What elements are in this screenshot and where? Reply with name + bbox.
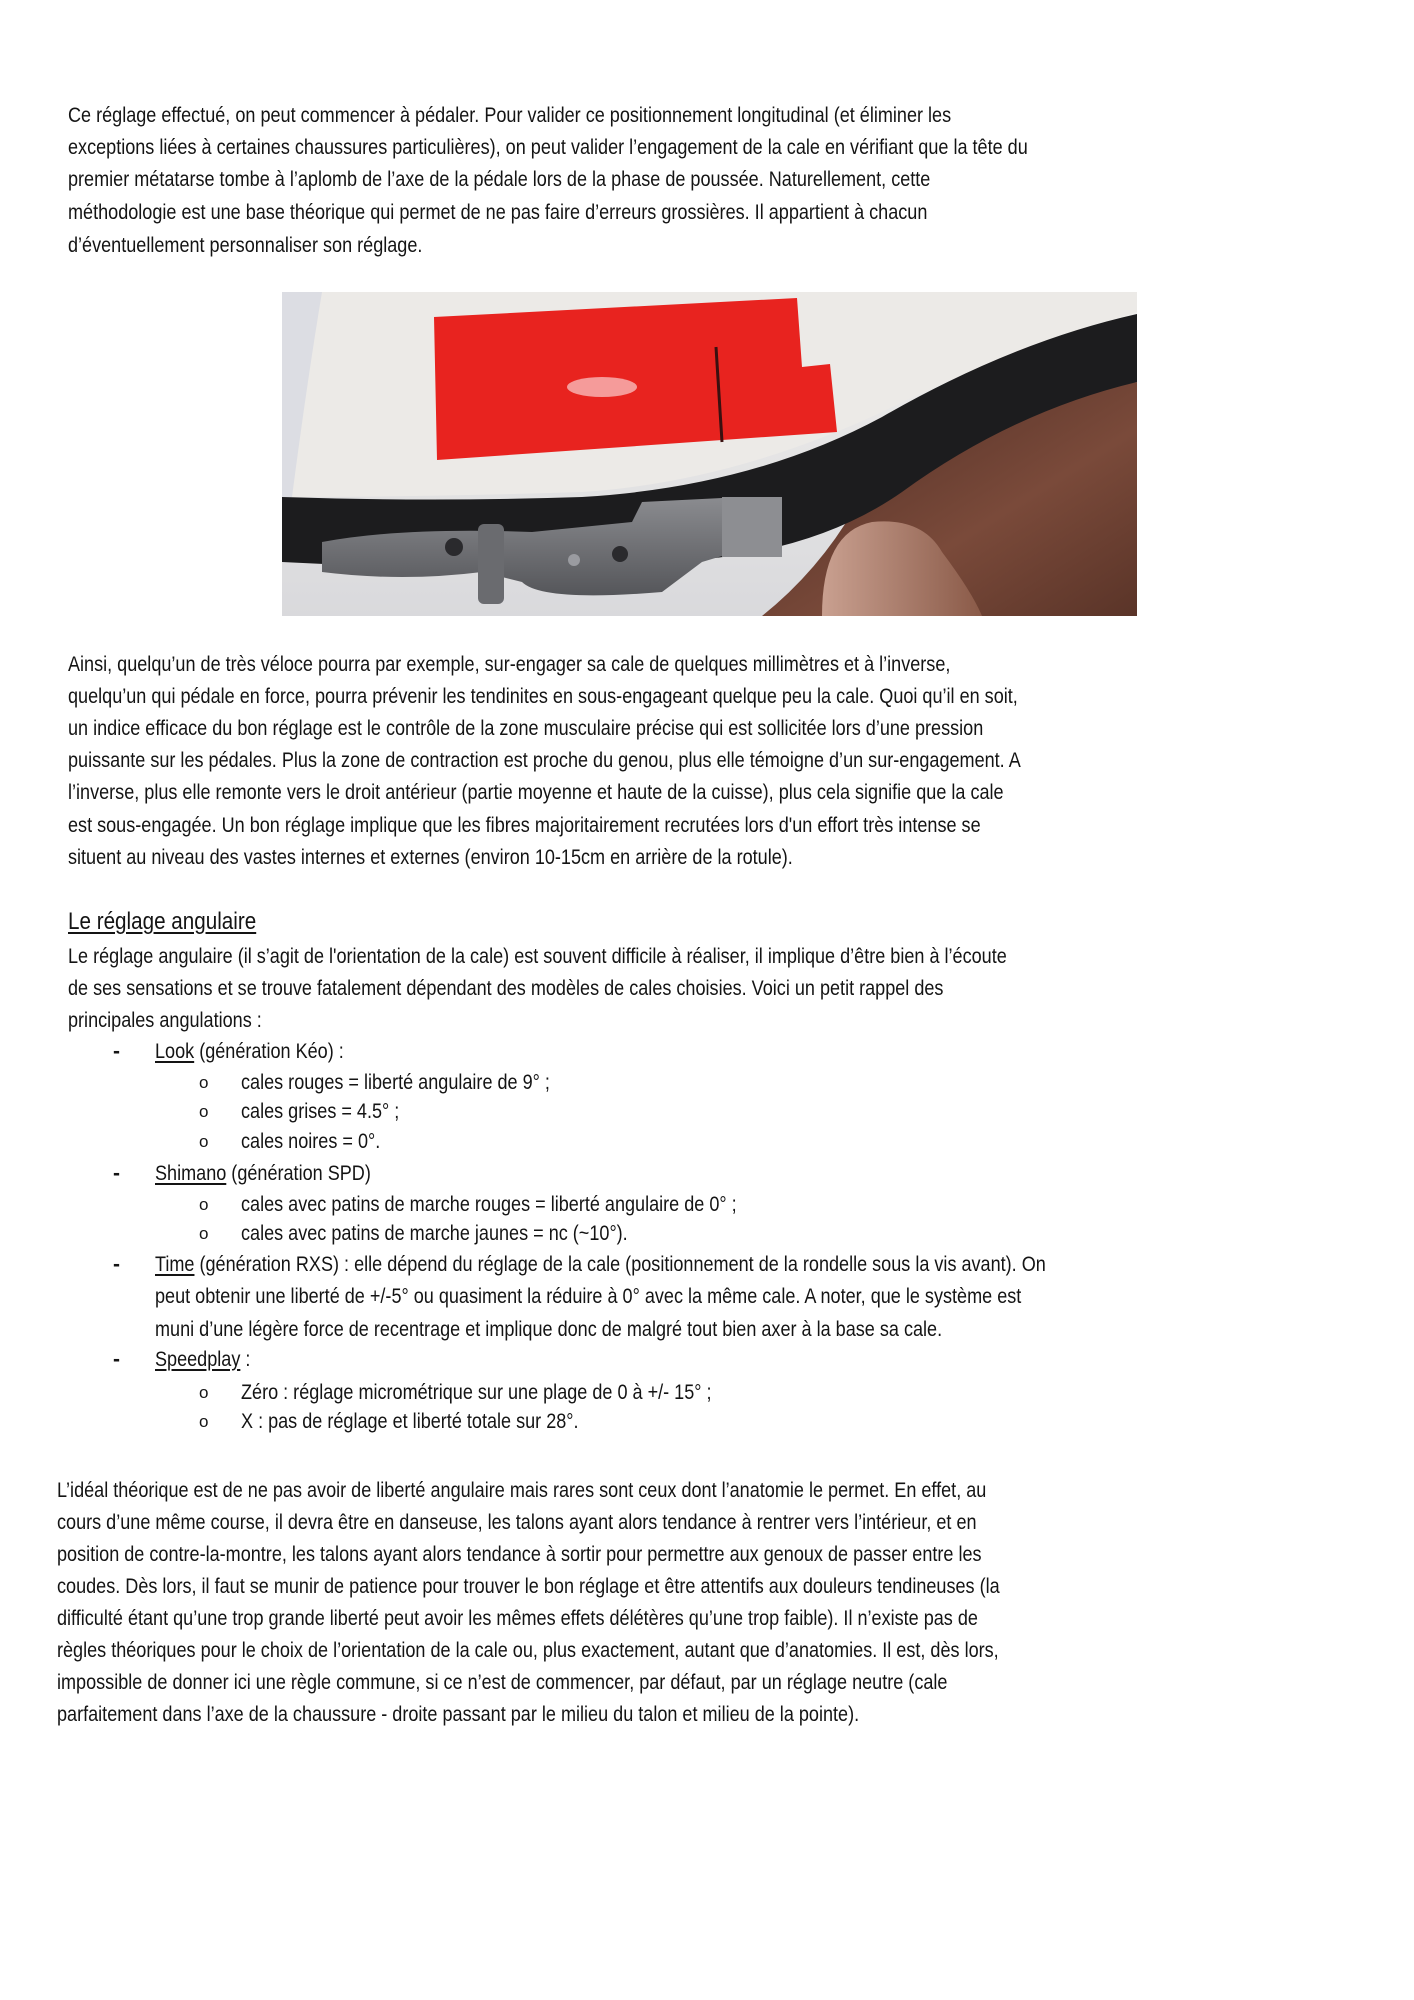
- brand-detail: :: [240, 1348, 251, 1371]
- list-item-text: [155, 1347, 250, 1373]
- text-line: de ses sensations et se trouve fatalement dépendant des modèles de cales choisies. Voici un petit rappel des: [68, 977, 944, 1000]
- text-line: parfaitement dans l’axe de la chaussure - droite passant par le milieu du talon et milieu de la pointe).: [57, 1703, 860, 1726]
- text-line: premier métatarse tombe à l’aplomb de l’axe de la pédale lors de la phase de poussée. Naturellement, cette: [68, 168, 931, 191]
- sub-item: Zéro : réglage micrométrique sur une plage de 0 à +/- 15° ;: [241, 1381, 712, 1404]
- brand-detail: (génération RXS) : elle dépend du réglage de la cale (positionnement de la rondelle sous la vis avant). On: [194, 1253, 1046, 1276]
- circle-bullet-icon: o: [199, 1195, 209, 1214]
- dash-bullet-icon: -: [113, 1253, 120, 1276]
- sub-item: cales grises = 4.5° ;: [241, 1100, 400, 1123]
- circle-bullet-icon: o: [199, 1102, 209, 1121]
- text-line: un indice efficace du bon réglage est le contrôle de la zone musculaire précise qui est sollicitée lors d’une pression: [68, 717, 984, 740]
- sub-item: X : pas de réglage et liberté totale sur 28°.: [241, 1410, 579, 1433]
- list-item-text: [155, 1039, 344, 1065]
- text-line: quelqu’un qui pédale en force, pourra prévenir les tendinites en sous-engageant quelque peu la cale. Quoi qu’il en soit,: [68, 685, 1018, 708]
- text-line: situent au niveau des vastes internes et externes (environ 10-15cm en arrière de la rotule).: [68, 846, 793, 869]
- list-item-text: peut obtenir une liberté de +/-5° ou quasiment la réduire à 0° avec la même cale. A noter, que le système est: [155, 1285, 1022, 1308]
- text-line: exceptions liées à certaines chaussures particulières), on peut valider l’engagement de la cale en vérifiant que la tête du: [68, 136, 1028, 159]
- brand-detail: (génération SPD): [226, 1162, 371, 1185]
- text-line: méthodologie est une base théorique qui permet de ne pas faire d’erreurs grossières. Il appartient à chacun: [68, 201, 928, 224]
- circle-bullet-icon: o: [199, 1383, 209, 1402]
- text-line: impossible de donner ici une règle commune, si ce n’est de commencer, par défaut, par un réglage neutre (cale: [57, 1671, 948, 1694]
- sub-item: cales avec patins de marche rouges = liberté angulaire de 0° ;: [241, 1193, 737, 1216]
- text-line: est sous-engagée. Un bon réglage implique que les fibres majoritairement recrutées lors d'un effort très intense se: [68, 814, 981, 837]
- circle-bullet-icon: o: [199, 1224, 209, 1243]
- list-item-text: [155, 1252, 1046, 1278]
- text-line: l’inverse, plus elle remonte vers le droit antérieur (partie moyenne et haute de la cuisse), plus cela signifie que la cale: [68, 781, 1004, 804]
- brand-name: Look: [155, 1040, 195, 1063]
- text-line: puissante sur les pédales. Plus la zone de contraction est proche du genou, plus elle témoigne d’un sur-engagement. A: [68, 749, 1021, 772]
- cleat-photo: [282, 292, 1137, 616]
- sub-item: cales noires = 0°.: [241, 1130, 381, 1153]
- text-line: d’éventuellement personnaliser son réglage.: [68, 234, 423, 257]
- brand-name: Shimano: [155, 1162, 227, 1185]
- list-item-text: muni d’une légère force de recentrage et implique donc de malgré tout bien axer à la base sa cale.: [155, 1318, 943, 1341]
- text-line: règles théoriques pour le choix de l’orientation de la cale ou, plus exactement, autant que d’anatomies. Il est, dès lors,: [57, 1639, 999, 1662]
- section-heading: Le réglage angulaire: [68, 908, 257, 935]
- dash-bullet-icon: -: [113, 1348, 120, 1371]
- text-line: Ainsi, quelqu’un de très véloce pourra par exemple, sur-engager sa cale de quelques millimètres et à l’inverse,: [68, 653, 951, 676]
- text-line: coudes. Dès lors, il faut se munir de patience pour trouver le bon réglage et être attentifs aux douleurs tendineuses (la: [57, 1575, 1000, 1598]
- circle-bullet-icon: o: [199, 1412, 209, 1431]
- text-line: difficulté étant qu’une trop grande liberté peut avoir les mêmes effets délétères qu’une trop faible). Il n’existe pas de: [57, 1607, 978, 1630]
- text-line: L’idéal théorique est de ne pas avoir de liberté angulaire mais rares sont ceux dont l’anatomie le permet. En effet, au: [57, 1479, 987, 1502]
- text-line: principales angulations :: [68, 1009, 262, 1032]
- text-line: Ce réglage effectué, on peut commencer à pédaler. Pour valider ce positionnement longitudinal (et éliminer les: [68, 104, 952, 127]
- circle-bullet-icon: o: [199, 1132, 209, 1151]
- brand-detail: (génération Kéo) :: [194, 1040, 344, 1063]
- sub-item: cales avec patins de marche jaunes = nc (~10°).: [241, 1222, 628, 1245]
- circle-bullet-icon: o: [199, 1073, 209, 1092]
- dash-bullet-icon: -: [113, 1040, 120, 1063]
- text-line: cours d’une même course, il devra être en danseuse, les talons ayant alors tendance à rentrer vers l’intérieur, et en: [57, 1511, 977, 1534]
- red-mark-shape: [434, 298, 837, 460]
- dash-bullet-icon: -: [113, 1162, 120, 1185]
- text-line: Le réglage angulaire (il s’agit de l'orientation de la cale) est souvent difficile à réaliser, il implique d’être bien à l’écoute: [68, 945, 1007, 968]
- brand-name: Speedplay: [155, 1348, 241, 1371]
- list-item-text: [155, 1161, 371, 1187]
- sub-item: cales rouges = liberté angulaire de 9° ;: [241, 1071, 550, 1094]
- text-line: position de contre-la-montre, les talons ayant alors tendance à sortir pour permettre aux genoux de passer entre les: [57, 1543, 982, 1566]
- brand-name: Time: [155, 1253, 195, 1276]
